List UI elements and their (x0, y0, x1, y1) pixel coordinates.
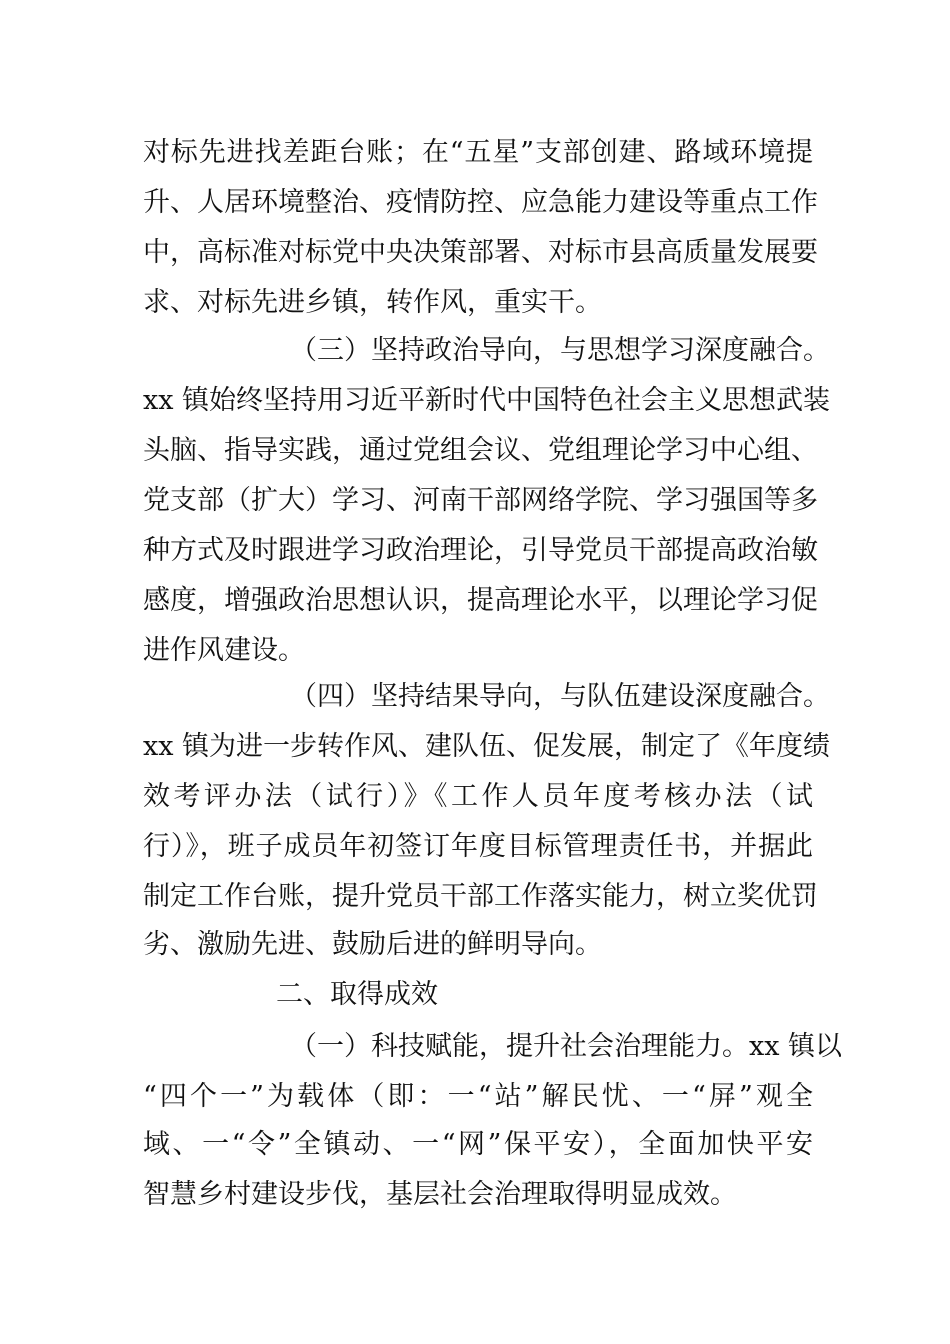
paragraph-line: 域、一“令”全镇动、一“网”保平安），全面加快平安 (143, 1129, 813, 1160)
paragraph-line: 制定工作台账，提升党员干部工作落实能力，树立奖优罚 (143, 881, 818, 912)
paragraph-line: 行）》，班子成员年初签订年度目标管理责任书，并据此 (143, 831, 813, 862)
paragraph-line: 进作风建设。 (143, 635, 305, 666)
section-subheading: （一）科技赋能，提升社会治理能力。xx 镇以 (290, 1031, 843, 1062)
paragraph-line: 升、人居环境整治、疫情防控、应急能力建设等重点工作 (143, 187, 818, 218)
paragraph-line: 党支部（扩大）学习、河南干部网络学院、学习强国等多 (143, 485, 818, 516)
section-heading: 二、取得成效 (276, 979, 438, 1010)
paragraph-line: 劣、激励先进、鼓励后进的鲜明导向。 (143, 929, 602, 960)
paragraph-line: 求、对标先进乡镇，转作风，重实干。 (143, 287, 602, 318)
paragraph-line: “四个一”为载体（即：一“站”解民忧、一“屏”观全 (143, 1081, 813, 1112)
paragraph-line: 对标先进找差距台账；在“五星”支部创建、路域环境提 (143, 137, 813, 168)
paragraph-line: 中，高标准对标党中央决策部署、对标市县高质量发展要 (143, 237, 818, 268)
paragraph-line: xx 镇始终坚持用习近平新时代中国特色社会主义思想武装 (143, 385, 831, 416)
section-subheading: （四）坚持结果导向，与队伍建设深度融合。 (290, 681, 830, 712)
paragraph-line: 智慧乡村建设步伐，基层社会治理取得明显成效。 (143, 1179, 737, 1210)
paragraph-line: 头脑、指导实践，通过党组会议、党组理论学习中心组、 (143, 435, 818, 466)
paragraph-line: xx 镇为进一步转作风、建队伍、促发展，制定了《年度绩 (143, 731, 831, 762)
paragraph-line: 感度，增强政治思想认识，提高理论水平，以理论学习促 (143, 585, 818, 616)
paragraph-line: 种方式及时跟进学习政治理论，引导党员干部提高政治敏 (143, 535, 818, 566)
section-subheading: （三）坚持政治导向，与思想学习深度融合。 (290, 335, 830, 366)
paragraph-line: 效考评办法（试行）》《工作人员年度考核办法（试 (143, 781, 813, 812)
